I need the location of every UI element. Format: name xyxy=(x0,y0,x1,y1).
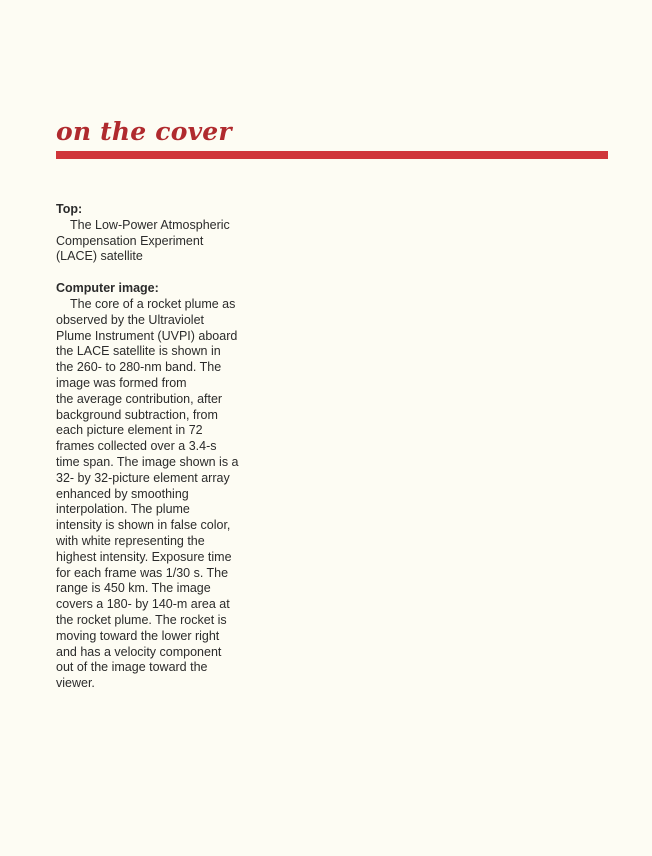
computer-image-line: the average contribution, after xyxy=(56,391,223,406)
computer-image-line: out of the image toward the xyxy=(56,660,208,675)
top-line: Compensation Experiment xyxy=(56,233,204,248)
computer-image-line: with white representing the xyxy=(56,533,205,548)
computer-image-line: intensity is shown in false color, xyxy=(56,518,231,533)
computer-image-line: Plume Instrument (UVPI) aboard xyxy=(56,328,238,343)
computer-image-line: time span. The image shown is a xyxy=(56,454,239,469)
title-rule xyxy=(56,151,608,159)
computer-image-line: The core of a rocket plume as xyxy=(70,296,236,311)
computer-image-label: Computer image: xyxy=(56,281,159,296)
computer-image-section xyxy=(56,281,270,692)
computer-image-line: background subtraction, from xyxy=(56,407,218,422)
computer-image-line: viewer. xyxy=(56,676,95,691)
computer-image-line: the rocket plume. The rocket is xyxy=(56,612,227,627)
computer-image-line: interpolation. The plume xyxy=(56,502,190,517)
computer-image-line: the LACE satellite is shown in xyxy=(56,344,221,359)
computer-image-line: enhanced by smoothing xyxy=(56,486,189,501)
computer-image-line: moving toward the lower right xyxy=(56,628,220,643)
top-section xyxy=(56,202,270,265)
computer-image-line: for each frame was 1/30 s. The xyxy=(56,565,229,580)
computer-image-line: 32- by 32-picture element array xyxy=(56,470,230,485)
computer-image-line: highest intensity. Exposure time xyxy=(56,549,232,564)
computer-image-line: image was formed from xyxy=(56,375,187,390)
computer-image-line: and has a velocity component xyxy=(56,644,222,659)
top-label: Top: xyxy=(56,202,83,216)
computer-image-line: frames collected over a 3.4-s xyxy=(56,439,217,454)
top-line: (LACE) satellite xyxy=(56,249,143,264)
computer-image-line: each picture element in 72 xyxy=(56,423,203,438)
computer-image-line: range is 450 km. The image xyxy=(56,581,211,596)
computer-image-line: observed by the Ultraviolet xyxy=(56,312,204,327)
page-title: on the cover xyxy=(56,117,232,146)
top-line: The Low-Power Atmospheric xyxy=(70,217,230,232)
caption-text xyxy=(56,202,270,692)
computer-image-line: the 260- to 280-nm band. The xyxy=(56,360,222,375)
computer-image-line: covers a 180- by 140-m area at xyxy=(56,597,230,612)
